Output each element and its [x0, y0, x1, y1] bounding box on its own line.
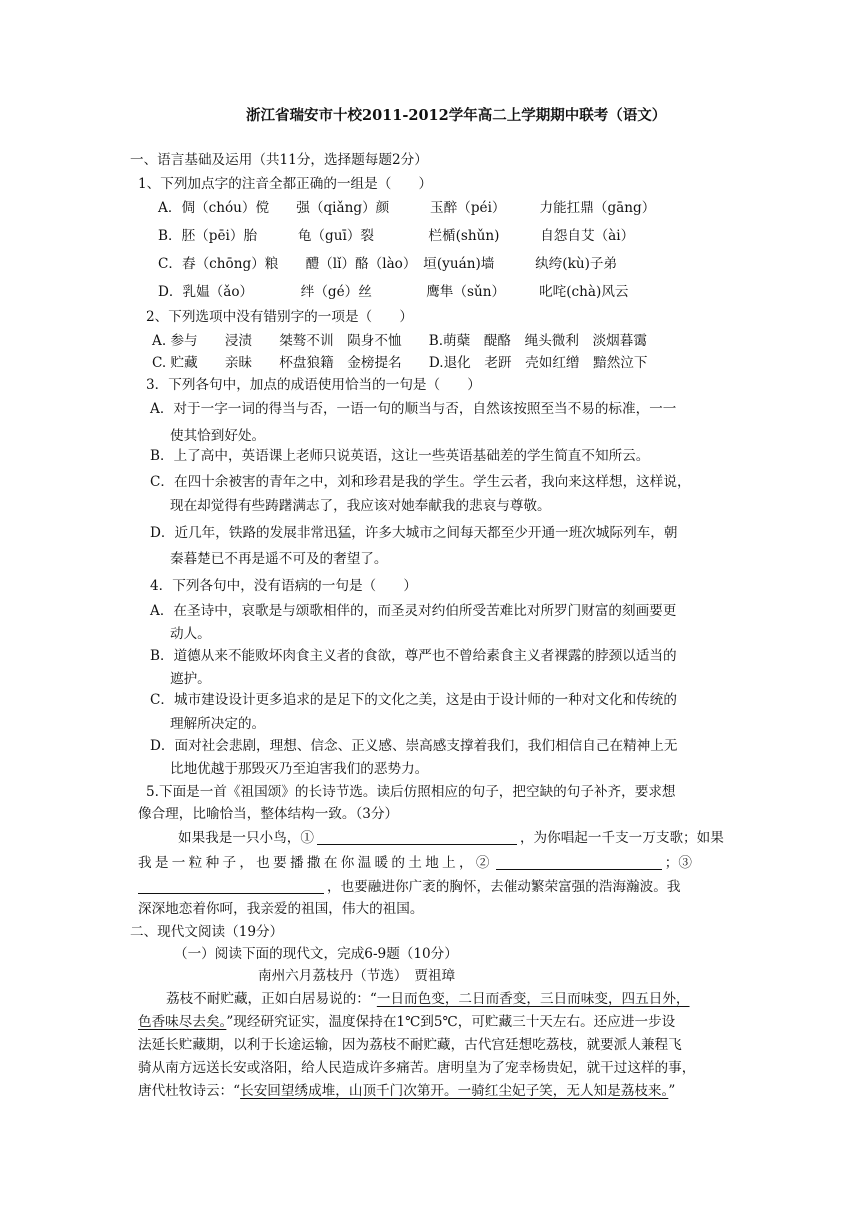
q3-option-b: B．上了高中，英语课上老师只说英语，这让一些英语基础差的学生简直不知所云。 — [150, 448, 650, 464]
poem-text: ，也要融进你广袤的胸怀，去催动繁荣富强的浩海瀚波。我 — [327, 879, 681, 895]
paragraph-text: 荔枝不耐贮藏，正如白居易说的：“ — [166, 991, 377, 1007]
q1-option-d: D．乳媪（ǎo） 绊（gé）丝 鹰隼（sǔn） 叱咤(chà)风云 — [158, 284, 629, 300]
paragraph-line1 — [166, 989, 690, 1009]
q3-option-c-line2: 现在却觉得有些踌躇满志了，我应该对她奉献我的悲哀与尊敬。 — [170, 498, 551, 514]
underlined-quote: 一日而色变，二日而香变，三日而味变，四五日外， — [376, 991, 690, 1007]
q4-option-d-line2: 比地优越于那毁灭乃至迫害我们的恶势力。 — [170, 761, 429, 777]
poem-text: ；③ — [664, 855, 692, 871]
answer-blank-1[interactable] — [317, 829, 517, 845]
article-title: 南州六月荔枝丹（节选） 贾祖璋 — [258, 968, 456, 984]
underlined-quote: 长安回望绣成堆，山顶千门次第开。一骑红尘妃子笑，无人知是荔枝来。 — [240, 1083, 669, 1099]
q5-poem-line4: 深深地恋着你呵，我亲爱的祖国，伟大的祖国。 — [138, 901, 424, 917]
answer-blank-3[interactable] — [138, 878, 324, 894]
paragraph-text: 唐代杜牧诗云：“ — [138, 1083, 241, 1099]
q2-options-row1: A. 参与 浸渍 桀骜不训 陨身不恤 B.萌蘖 醍酪 绳头微利 淡烟暮霭 — [152, 333, 647, 349]
q3-option-d-line1: D．近几年，铁路的发展非常迅猛，许多大城市之间每天都至少开通一班次城际列车，朝 — [150, 525, 678, 541]
q4-option-b-line1: B．道德从来不能败坏肉食主义者的食欲，尊严也不曾给素食主义者裸露的脖颈以适当的 — [150, 648, 677, 664]
q4-option-a-line1: A．在圣诗中，哀歌是与颂歌相伴的，而圣灵对约伯所受苦难比对所罗门财富的刻画要更 — [150, 603, 677, 619]
q1-stem: 1、下列加点字的注音全都正确的一组是（ ） — [138, 176, 433, 192]
q2-options-row2: C. 贮藏 亲昧 杯盘狼籍 金榜提名 D.退化 老趼 壳如红缯 黯然泣下 — [152, 355, 648, 371]
poem-text: ，为你唱起一千支一万支歌；如果 — [519, 830, 724, 846]
q5-poem-line3 — [138, 877, 680, 897]
q3-option-c-line1: C．在四十余被害的青年之中，刘和珍君是我的学生。学生云者，我向来这样想，这样说， — [150, 474, 691, 490]
q4-option-d-line1: D．面对社会悲剧，理想、信念、正义感、崇高感支撑着我们，我们相信自己在精神上无 — [150, 738, 678, 754]
paragraph-text: ”现经研究证实，温度保持在1℃到5℃，可贮藏三十天左右。还应进一步设 — [226, 1014, 676, 1030]
paragraph-line4: 骑从南方远送长安或洛阳，给人民造成许多痛苦。唐明皇为了宠幸杨贵妃，就干过这样的事， — [138, 1060, 696, 1076]
underlined-quote: 色香味尽去矣。 — [138, 1014, 227, 1030]
q4-option-c-line1: C．城市建设设计更多追求的是足下的文化之美，这是由于设计师的一种对文化和传统的 — [150, 692, 677, 708]
page-title: 浙江省瑞安市十校2011-2012学年高二上学期期中联考（语文） — [246, 107, 667, 124]
q5-poem-line2 — [138, 853, 692, 873]
poem-text: 如果我是一只小鸟，① — [178, 830, 314, 846]
q5-stem-line2: 像合理，比喻恰当，整体结构一致。（3分） — [138, 806, 399, 822]
answer-blank-2[interactable] — [496, 854, 662, 870]
q5-stem-line1: 5.下面是一首《祖国颂》的长诗节选。读后仿照相应的句子，把空缺的句子补齐，要求想 — [146, 784, 676, 800]
poem-text: 我是一粒种子，也要播撒在你温暖的土地上，② — [138, 855, 493, 871]
paragraph-line5 — [138, 1081, 675, 1101]
q4-stem: 4．下列各句中，没有语病的一句是（ ） — [150, 578, 417, 594]
q1-option-c: C．舂（chōng）粮 醴（lǐ）酪（lào） 垣(yuán)墙 纨绔(kù)子弟 — [158, 256, 618, 272]
paragraph-line2 — [138, 1012, 675, 1032]
q4-option-c-line2: 理解所决定的。 — [170, 716, 266, 732]
reading-sub-heading: （一）阅读下面的现代文，完成6-9题（10分） — [174, 946, 458, 962]
q5-poem-line1 — [178, 828, 724, 848]
q4-option-b-line2: 遮护。 — [170, 671, 211, 687]
q1-option-a: A．倜（chóu）傥 强（qiǎng）颜 玉醉（péi） 力能扛鼎（gāng） — [158, 200, 656, 216]
paragraph-text: ” — [668, 1083, 676, 1099]
section1-heading: 一、语言基础及运用（共11分，选择题每题2分） — [130, 152, 428, 168]
paragraph-line3: 法延长贮藏期，以利于长途运输，因为荔枝不耐贮藏，古代宫廷想吃荔枝，就要派人兼程飞 — [138, 1037, 682, 1053]
q3-option-a-line1: A．对于一字一词的得当与否，一语一句的顺当与否，自然该按照至当不易的标准，一一 — [150, 401, 677, 417]
section2-heading: 二、现代文阅读（19分） — [130, 924, 284, 940]
q3-option-a-line2: 使其恰到好处。 — [170, 428, 266, 444]
q1-option-b: B．胚（pēi）胎 龟（guī）裂 栏楯(shǔn) 自怨自艾（ài） — [158, 228, 635, 244]
q3-option-d-line2: 秦暮楚已不再是遥不可及的奢望了。 — [170, 551, 388, 567]
q3-stem: 3．下列各句中，加点的成语使用恰当的一句是（ ） — [146, 377, 481, 393]
q4-option-a-line2: 动人。 — [170, 626, 211, 642]
q2-stem: 2、下列选项中没有错别字的一项是（ ） — [146, 309, 413, 325]
